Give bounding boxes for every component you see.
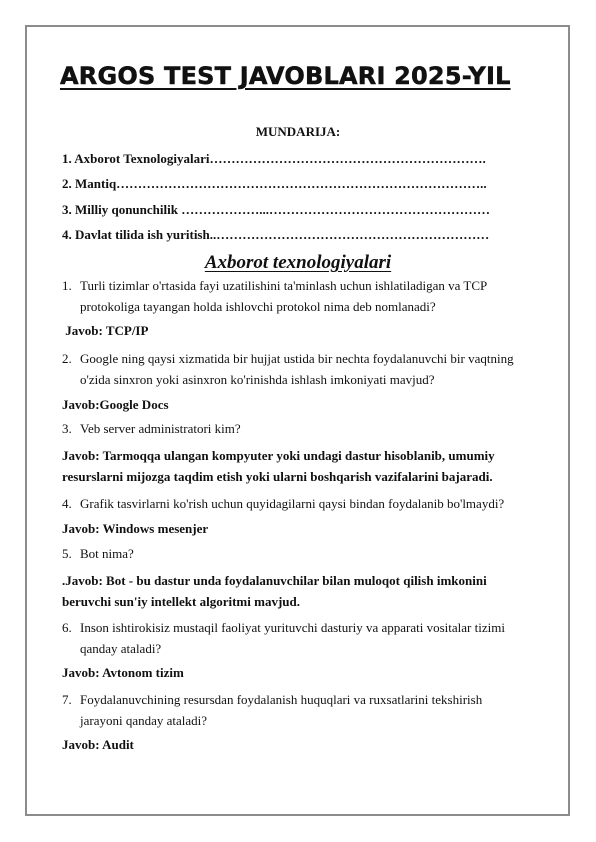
question-line: qanday ataladi? bbox=[80, 641, 162, 656]
question-text bbox=[80, 493, 504, 514]
question-text bbox=[80, 543, 134, 564]
answer bbox=[62, 445, 495, 487]
answer bbox=[62, 570, 487, 612]
answer-line: beruvchi sun'iy intellekt algoritmi mavjud. bbox=[62, 594, 300, 609]
question-line: Google ning qaysi xizmatida bir hujjat ustida bir nechta foydalanuvchi bir vaqtning bbox=[80, 351, 514, 366]
question-text bbox=[80, 689, 482, 731]
section-title: Axborot texnologiyalari bbox=[204, 252, 392, 273]
question-line: Veb server administratori kim? bbox=[80, 421, 241, 436]
question-number: 6. bbox=[62, 620, 72, 635]
question-text bbox=[80, 418, 241, 439]
question-number: 1. bbox=[62, 278, 72, 293]
question-line: o'zida sinxron yoki asinxron ko'rinishda ishlash imkoniyati mavjud? bbox=[80, 372, 435, 387]
answer-line: Javob: Tarmoqqa ulangan kompyuter yoki undagi dastur hisoblanib, umumiy bbox=[62, 448, 495, 463]
answer: Javob:Google Docs bbox=[62, 397, 169, 412]
question-line: Turli tizimlar o'rtasida fayi uzatilishini ta'minlash uchun ishlatiladigan va TCP bbox=[80, 278, 488, 293]
question-number: 4. bbox=[62, 496, 72, 511]
question-line: Bot nima? bbox=[80, 546, 134, 561]
question-text bbox=[80, 617, 505, 659]
answer: Javob: Windows mesenjer bbox=[62, 521, 209, 536]
question-line: Foydalanuvchining resursdan foydalanish huquqlari va ruxsatlarini tekshirish bbox=[80, 692, 483, 707]
question-number: 3. bbox=[62, 421, 72, 436]
question-line: Inson ishtirokisiz mustaqil faoliyat yurituvchi dasturiy va apparati vositalar tizimi bbox=[80, 620, 505, 635]
question-text bbox=[80, 348, 514, 390]
toc-item: 4. Davlat tilida ish yuritish..……………………………………………………… bbox=[62, 227, 490, 242]
question-number: 2. bbox=[62, 351, 72, 366]
document-title: ARGOS TEST JAVOBLARI 2025-YIL bbox=[60, 62, 511, 90]
question-number: 5. bbox=[62, 546, 72, 561]
question-number: 7. bbox=[62, 692, 72, 707]
question-line: jarayoni qanday ataladi? bbox=[80, 713, 208, 728]
answer: Javob: TCP/IP bbox=[62, 323, 149, 338]
toc-item: 2. Mantiq………………………………………………………………………….. bbox=[62, 176, 487, 191]
answer-line: resurslarni mijozga taqdim etish yoki ularni boshqarish vazifalarini bajaradi. bbox=[62, 469, 493, 484]
toc-heading: MUNDARIJA: bbox=[255, 124, 341, 139]
answer-line: .Javob: Bot - bu dastur unda foydalanuvchilar bilan muloqot qilish imkonini bbox=[62, 573, 487, 588]
question-text bbox=[80, 275, 487, 317]
toc-item: 3. Milliy qonunchilik ………………...…………………………………………… bbox=[62, 202, 490, 217]
question-line: protokoliga tayangan holda ishlovchi protokol nima deb nomlanadi? bbox=[80, 299, 436, 314]
question-line: Grafik tasvirlarni ko'rish uchun quyidagilarni qaysi bindan foydalanib bo'lmaydi? bbox=[80, 496, 505, 511]
answer: Javob: Audit bbox=[62, 737, 134, 752]
answer: Javob: Avtonom tizim bbox=[62, 665, 184, 680]
toc-item: 1. Axborot Texnologiyalari………………………………………………………. bbox=[62, 151, 486, 166]
